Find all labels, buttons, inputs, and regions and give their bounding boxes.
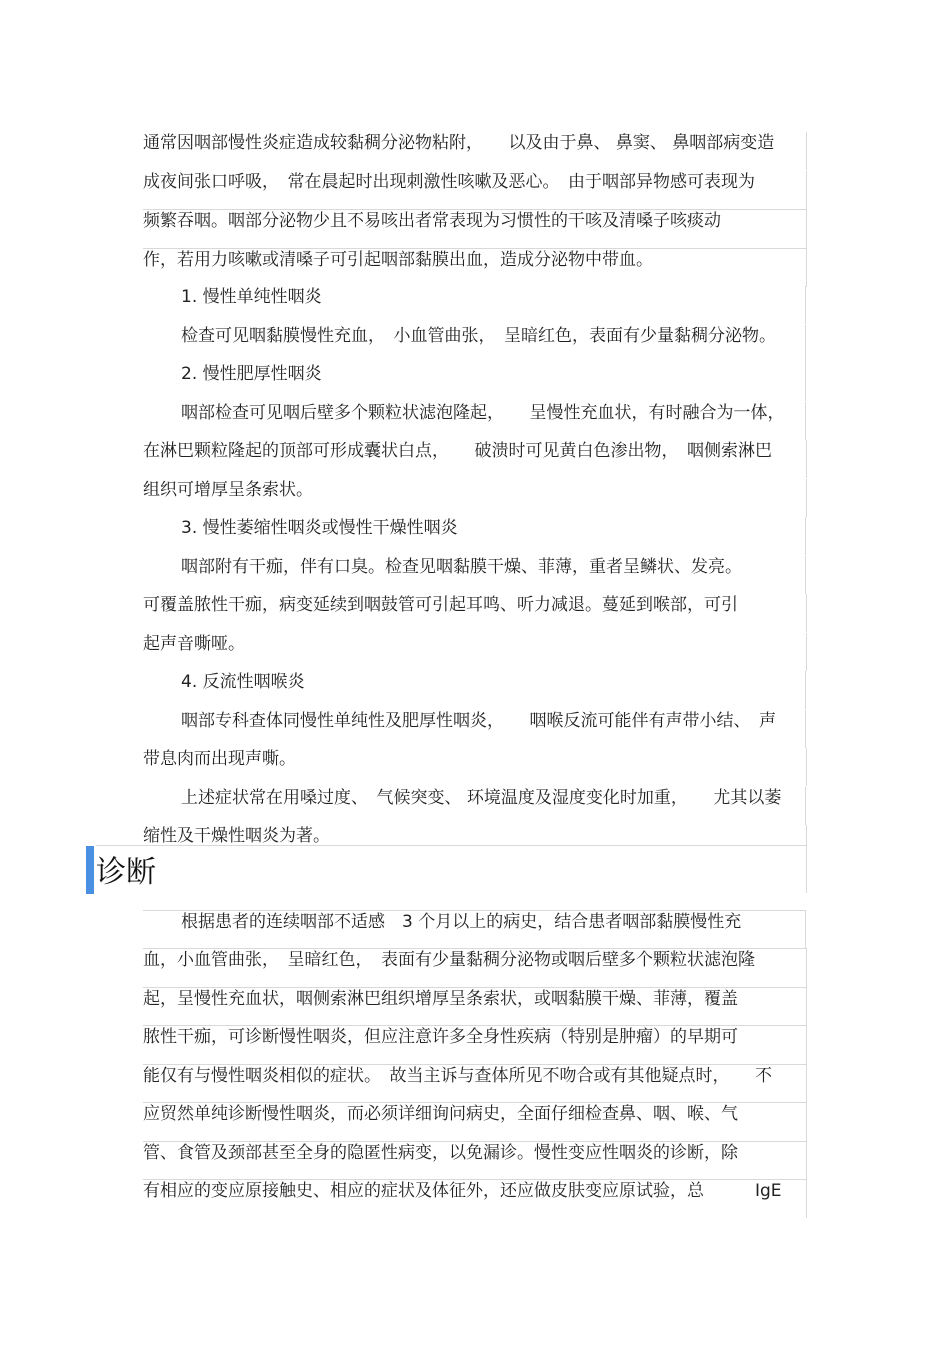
text-line (143, 710, 806, 748)
text: 成夜间张口呼吸， 常在晨起时出现刺激性咳嗽及恶心。 由于咽部异物感可表现为 (143, 172, 755, 192)
section-heading: 诊断 (96, 855, 156, 890)
text: 起，呈慢性充血状，咽侧索淋巴组织增厚呈条索状，或咽黏膜干燥、菲薄，覆盖 (143, 989, 738, 1009)
text-line (143, 209, 807, 248)
text-line (143, 787, 806, 825)
text: 3. 慢性萎缩性咽炎或慢性干燥性咽炎 (181, 518, 458, 538)
text: 带息肉而出现声嘶。 (143, 749, 296, 769)
text: 通常因咽部慢性炎症造成较黏稠分泌物粘附， 以及由于鼻、 鼻窦、 鼻咽部病变造 (143, 133, 775, 153)
text-line (143, 633, 807, 671)
text: 能仅有与慢性咽炎相似的症状。 故当主诉与查体所见不吻合或有其他疑点时， 不 (143, 1066, 772, 1086)
heading-frame (96, 845, 807, 893)
text-line (143, 594, 807, 632)
text: 脓性干痂，可诊断慢性咽炎，但应注意许多全身性疾病（特别是肿瘤）的早期可 (143, 1027, 738, 1047)
text: 有相应的变应原接触史、相应的症状及体征外，还应做皮肤变应原试验，总 IgE (143, 1181, 782, 1201)
text-line (143, 1064, 807, 1103)
text-line (143, 1141, 807, 1180)
text: 4. 反流性咽喉炎 (181, 672, 305, 692)
text-line (143, 948, 807, 987)
text: 咽部检查可见咽后壁多个颗粒状滤泡隆起， 呈慢性充血状，有时融合为一体， (181, 403, 785, 423)
text-line (143, 1102, 807, 1141)
text: 应贸然单纯诊断慢性咽炎，而必须详细询问病史，全面仔细检查鼻、咽、喉、气 (143, 1104, 738, 1124)
text-line (143, 171, 807, 209)
text-line (143, 440, 807, 478)
text-line (143, 1025, 807, 1064)
text-line (143, 479, 807, 517)
subheading (143, 286, 806, 324)
text: 组织可增厚呈条索状。 (143, 480, 313, 500)
text-line (143, 1179, 807, 1218)
text: 作，若用力咳嗽或清嗓子可引起咽部黏膜出血，造成分泌物中带血。 (143, 250, 653, 270)
text: 检查可见咽黏膜慢性充血， 小血管曲张， 呈暗红色，表面有少量黏稠分泌物。 (181, 326, 776, 346)
text: 缩性及干燥性咽炎为著。 (143, 826, 330, 845)
text: 咽部附有干痂，伴有口臭。检查见咽黏膜干燥、菲薄，重者呈鳞状、发亮。 (181, 557, 742, 577)
text: 起声音嘶哑。 (143, 634, 245, 654)
text-line (143, 910, 806, 948)
text: 在淋巴颗粒隆起的顶部可形成囊状白点， 破溃时可见黄白色渗出物， 咽侧索淋巴 (143, 441, 772, 461)
text: 1. 慢性单纯性咽炎 (181, 287, 322, 307)
text-line (143, 248, 807, 287)
text-line (143, 987, 807, 1026)
text: 根据患者的连续咽部不适感 3 个月以上的病史，结合患者咽部黏膜慢性充 (181, 912, 742, 932)
subheading (143, 671, 806, 709)
text-line (143, 556, 806, 594)
text-line (143, 325, 806, 363)
text-line (143, 402, 806, 440)
text-line (143, 132, 807, 170)
text: 管、食管及颈部甚至全身的隐匿性病变，以免漏诊。慢性变应性咽炎的诊断，除 (143, 1143, 738, 1163)
heading-accent-bar (86, 846, 94, 894)
text: 2. 慢性肥厚性咽炎 (181, 364, 322, 384)
text: 咽部专科查体同慢性单纯性及肥厚性咽炎， 咽喉反流可能伴有声带小结、 声 (181, 711, 776, 731)
text: 频繁吞咽。咽部分泌物少且不易咳出者常表现为习惯性的干咳及清嗓子咳痰动 (143, 211, 721, 231)
text-line (143, 825, 807, 845)
subheading (143, 363, 806, 401)
text-line (143, 748, 807, 786)
subheading (143, 517, 806, 555)
text: 可覆盖脓性干痂，病变延续到咽鼓管可引起耳鸣、听力减退。蔓延到喉部，可引 (143, 595, 738, 615)
text: 血，小血管曲张， 呈暗红色， 表面有少量黏稠分泌物或咽后壁多个颗粒状滤泡隆 (143, 950, 755, 970)
text: 上述症状常在用嗓过度、 气候突变、 环境温度及湿度变化时加重， 尤其以萎 (181, 788, 782, 808)
